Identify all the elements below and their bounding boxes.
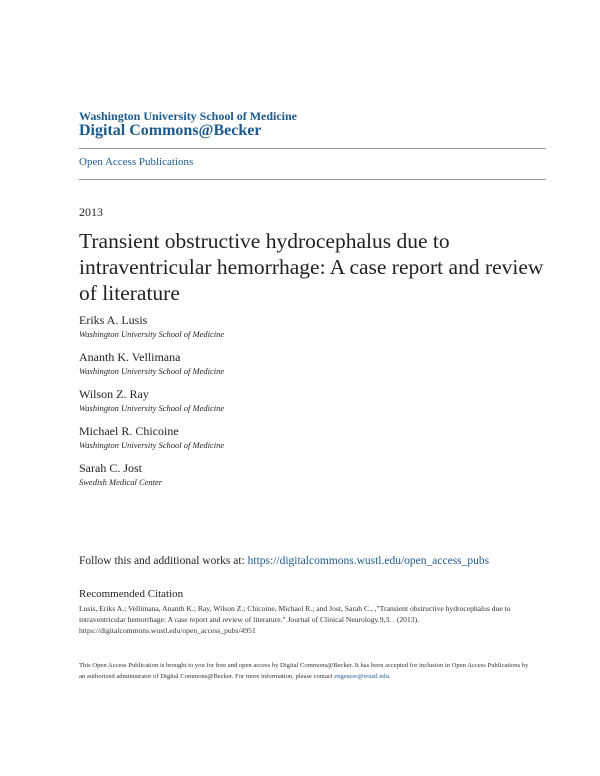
institution-name: Washington University School of Medicine (79, 109, 298, 123)
follow-line (79, 555, 489, 567)
author-name[interactable]: Sarah C. Jost (79, 461, 142, 475)
notice-text: This Open Access Publication is brought to you for free and open access by Digital Commons@Becker. It has been accepted for inclusion in Open Access Publications by an authorized administrator of Digital Commons@Becker. For more information, please contact (79, 662, 529, 680)
author-name[interactable]: Eriks A. Lusis (79, 313, 148, 327)
author-affiliation: Washington University School of Medicine (79, 403, 225, 413)
author-name[interactable]: Ananth K. Vellimana (79, 350, 181, 364)
recommended-citation-heading: Recommended Citation (79, 588, 184, 600)
publication-year: 2013 (79, 205, 103, 219)
author-item (79, 460, 539, 496)
author-item (79, 423, 539, 459)
author-item (79, 349, 539, 385)
author-affiliation: Washington University School of Medicine (79, 440, 225, 450)
author-affiliation: Swedish Medical Center (79, 477, 163, 487)
author-affiliation: Washington University School of Medicine (79, 329, 225, 339)
divider-top (79, 148, 546, 149)
notice-end: . (388, 673, 391, 680)
author-item (79, 386, 539, 422)
repository-name[interactable]: Digital Commons@Becker (79, 122, 262, 139)
author-list (79, 312, 539, 497)
author-name[interactable]: Wilson Z. Ray (79, 387, 149, 401)
recommended-citation-text: Lusis, Eriks A.; Vellimana, Ananth K.; Ray, Wilson Z.; Chicoine, Michael R.; and Jost, Sarah C., ,"Transient obstructive hydrocephalus due to intraventricular hemorrhage: A case report and review of literature." Journal of Clinical Neurology.9,3. . (2013). https://digitalcommons.wustl.edu/open_access_pubs/4951 (79, 604, 511, 635)
contact-email-link[interactable]: engeszer@wustl.edu (334, 673, 389, 680)
open-access-notice (79, 660, 529, 682)
author-name[interactable]: Michael R. Chicoine (79, 424, 179, 438)
follow-label: Follow this and additional works at: (79, 555, 245, 567)
author-item (79, 312, 539, 348)
divider-bottom (79, 179, 546, 180)
follow-link[interactable]: https://digitalcommons.wustl.edu/open_access_pubs (247, 555, 490, 567)
author-affiliation: Washington University School of Medicine (79, 366, 225, 376)
collection-link[interactable]: Open Access Publications (79, 156, 194, 168)
document-title: Transient obstructive hydrocephalus due to intraventricular hemorrhage: A case report and review of literature (79, 229, 544, 305)
